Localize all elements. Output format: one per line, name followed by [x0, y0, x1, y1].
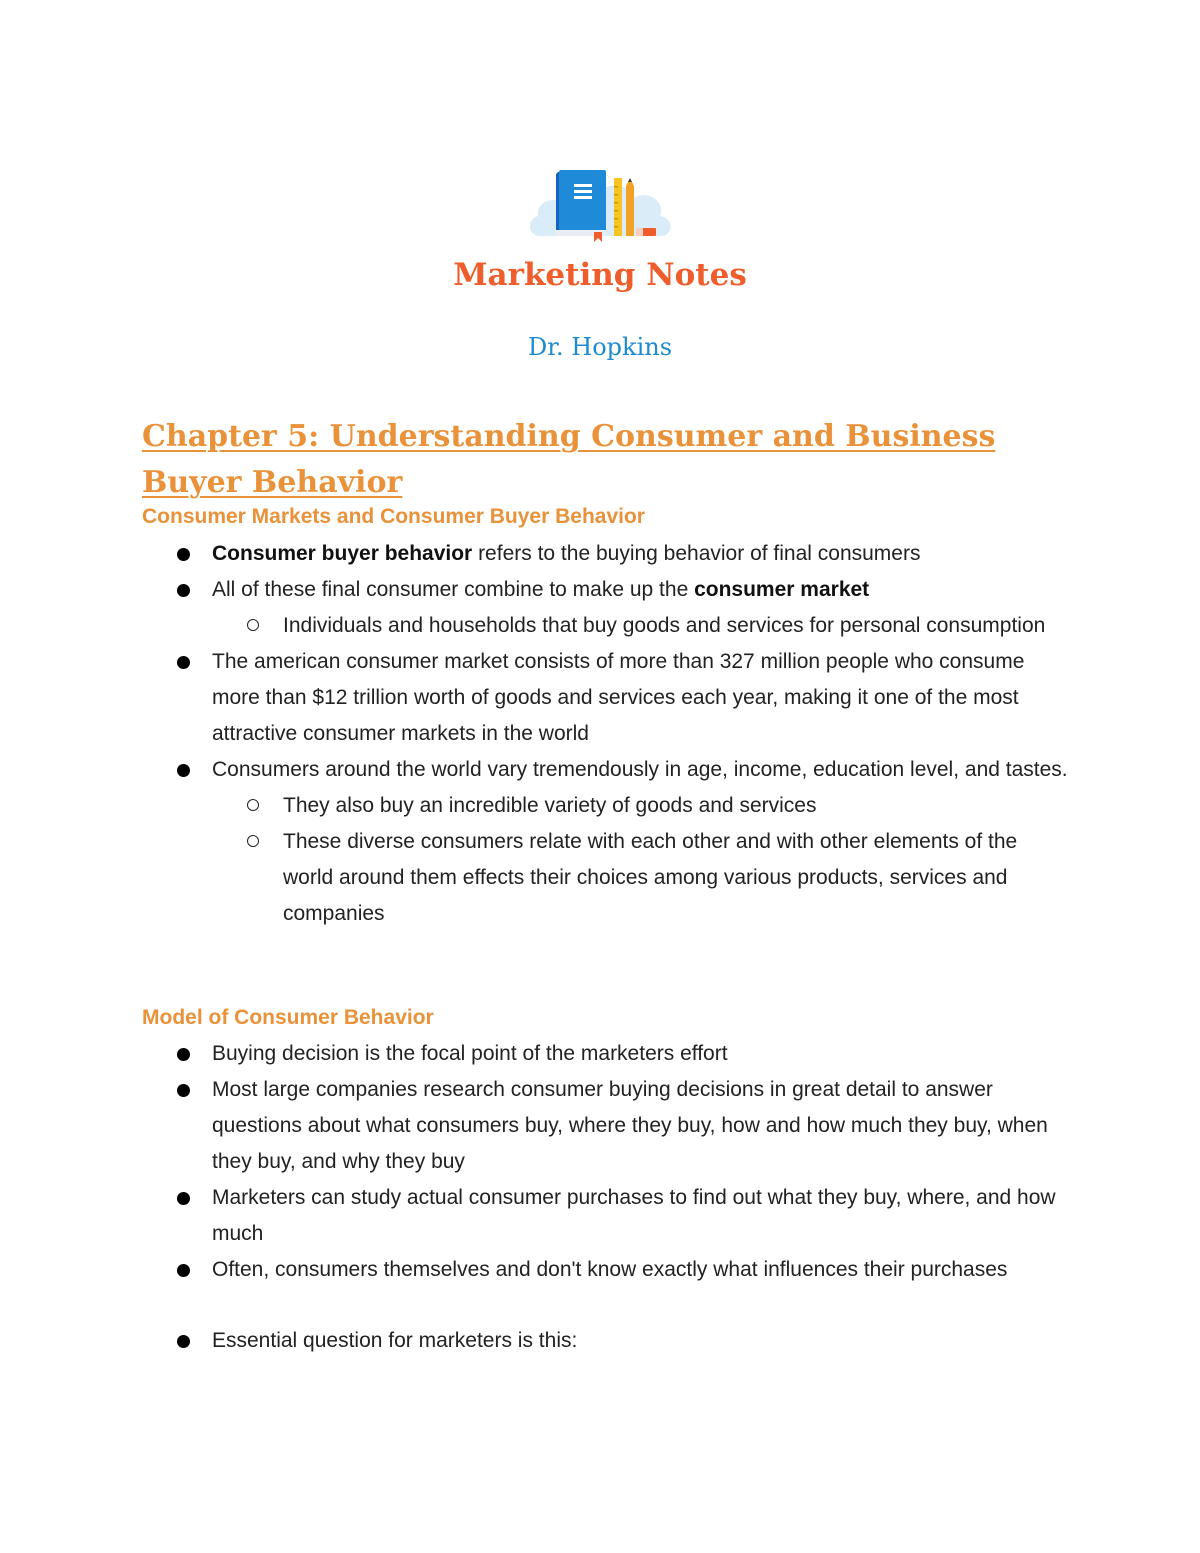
hollow-bullet-icon [247, 619, 259, 631]
list-item: Consumer buyer behavior refers to the buying behavior of final consumers [212, 536, 1072, 572]
sub-list-item: They also buy an incredible variety of goods and services [283, 788, 1063, 824]
chapter-heading-line-2: Buyer Behavior [142, 465, 403, 500]
bullet-icon [177, 1335, 190, 1348]
chapter-heading [142, 414, 1042, 506]
hollow-bullet-icon [247, 799, 259, 811]
list-item: Marketers can study actual consumer purchases to find out what they buy, where, and how much [212, 1180, 1072, 1252]
bullet-icon [177, 1264, 190, 1277]
list-item: Consumers around the world vary tremendously in age, income, education level, and tastes. [212, 752, 1072, 788]
list-item: Most large companies research consumer buying decisions in great detail to answer questions about what consumers buy, where they buy, how and how much they buy, when they buy, and why they buy [212, 1072, 1072, 1180]
list-item: Essential question for marketers is this: [212, 1323, 1072, 1359]
key-term: consumer market [694, 578, 870, 601]
list-item: The american consumer market consists of more than 327 million people who consume more than $12 trillion worth of goods and services each year, making it one of the most attractive consumer markets in the world [212, 644, 1072, 752]
sub-list-item: Individuals and households that buy goods and services for personal consumption [283, 608, 1063, 644]
bullet-icon [177, 548, 190, 561]
bullet-icon [177, 1048, 190, 1061]
list-item: Buying decision is the focal point of the marketers effort [212, 1036, 1072, 1072]
list-item: Often, consumers themselves and don't know exactly what influences their purchases [212, 1252, 1072, 1288]
pencil-shape [626, 178, 634, 236]
sub-list-item: These diverse consumers relate with each other and with other elements of the world around them effects their choices among various products, services and companies [283, 824, 1063, 932]
consumer-markets-list [0, 536, 1072, 932]
blank-line [0, 1288, 1072, 1323]
book-cover [559, 170, 606, 232]
book-and-pencils-icon [526, 160, 674, 244]
bullet-icon [177, 584, 190, 597]
section-heading-consumer-markets: Consumer Markets and Consumer Buyer Behavior [142, 505, 645, 528]
key-term: Consumer buyer behavior [212, 542, 473, 565]
bookmark-ribbon [594, 232, 602, 242]
bullet-icon [177, 764, 190, 777]
chapter-heading-line-1: Chapter 5: Understanding Consumer and Business [142, 419, 996, 454]
author-name: Dr. Hopkins [527, 333, 673, 361]
consumer-behavior-model-list [0, 1036, 1072, 1359]
bullet-icon [177, 1192, 190, 1205]
bullet-icon [177, 656, 190, 669]
page-title: Marketing Notes [453, 257, 747, 293]
bullet-icon [177, 1084, 190, 1097]
hollow-bullet-icon [247, 835, 259, 847]
section-heading-model-of-consumer-behavior: Model of Consumer Behavior [142, 1006, 434, 1029]
list-item: All of these final consumer combine to make up the consumer market [212, 572, 1072, 608]
